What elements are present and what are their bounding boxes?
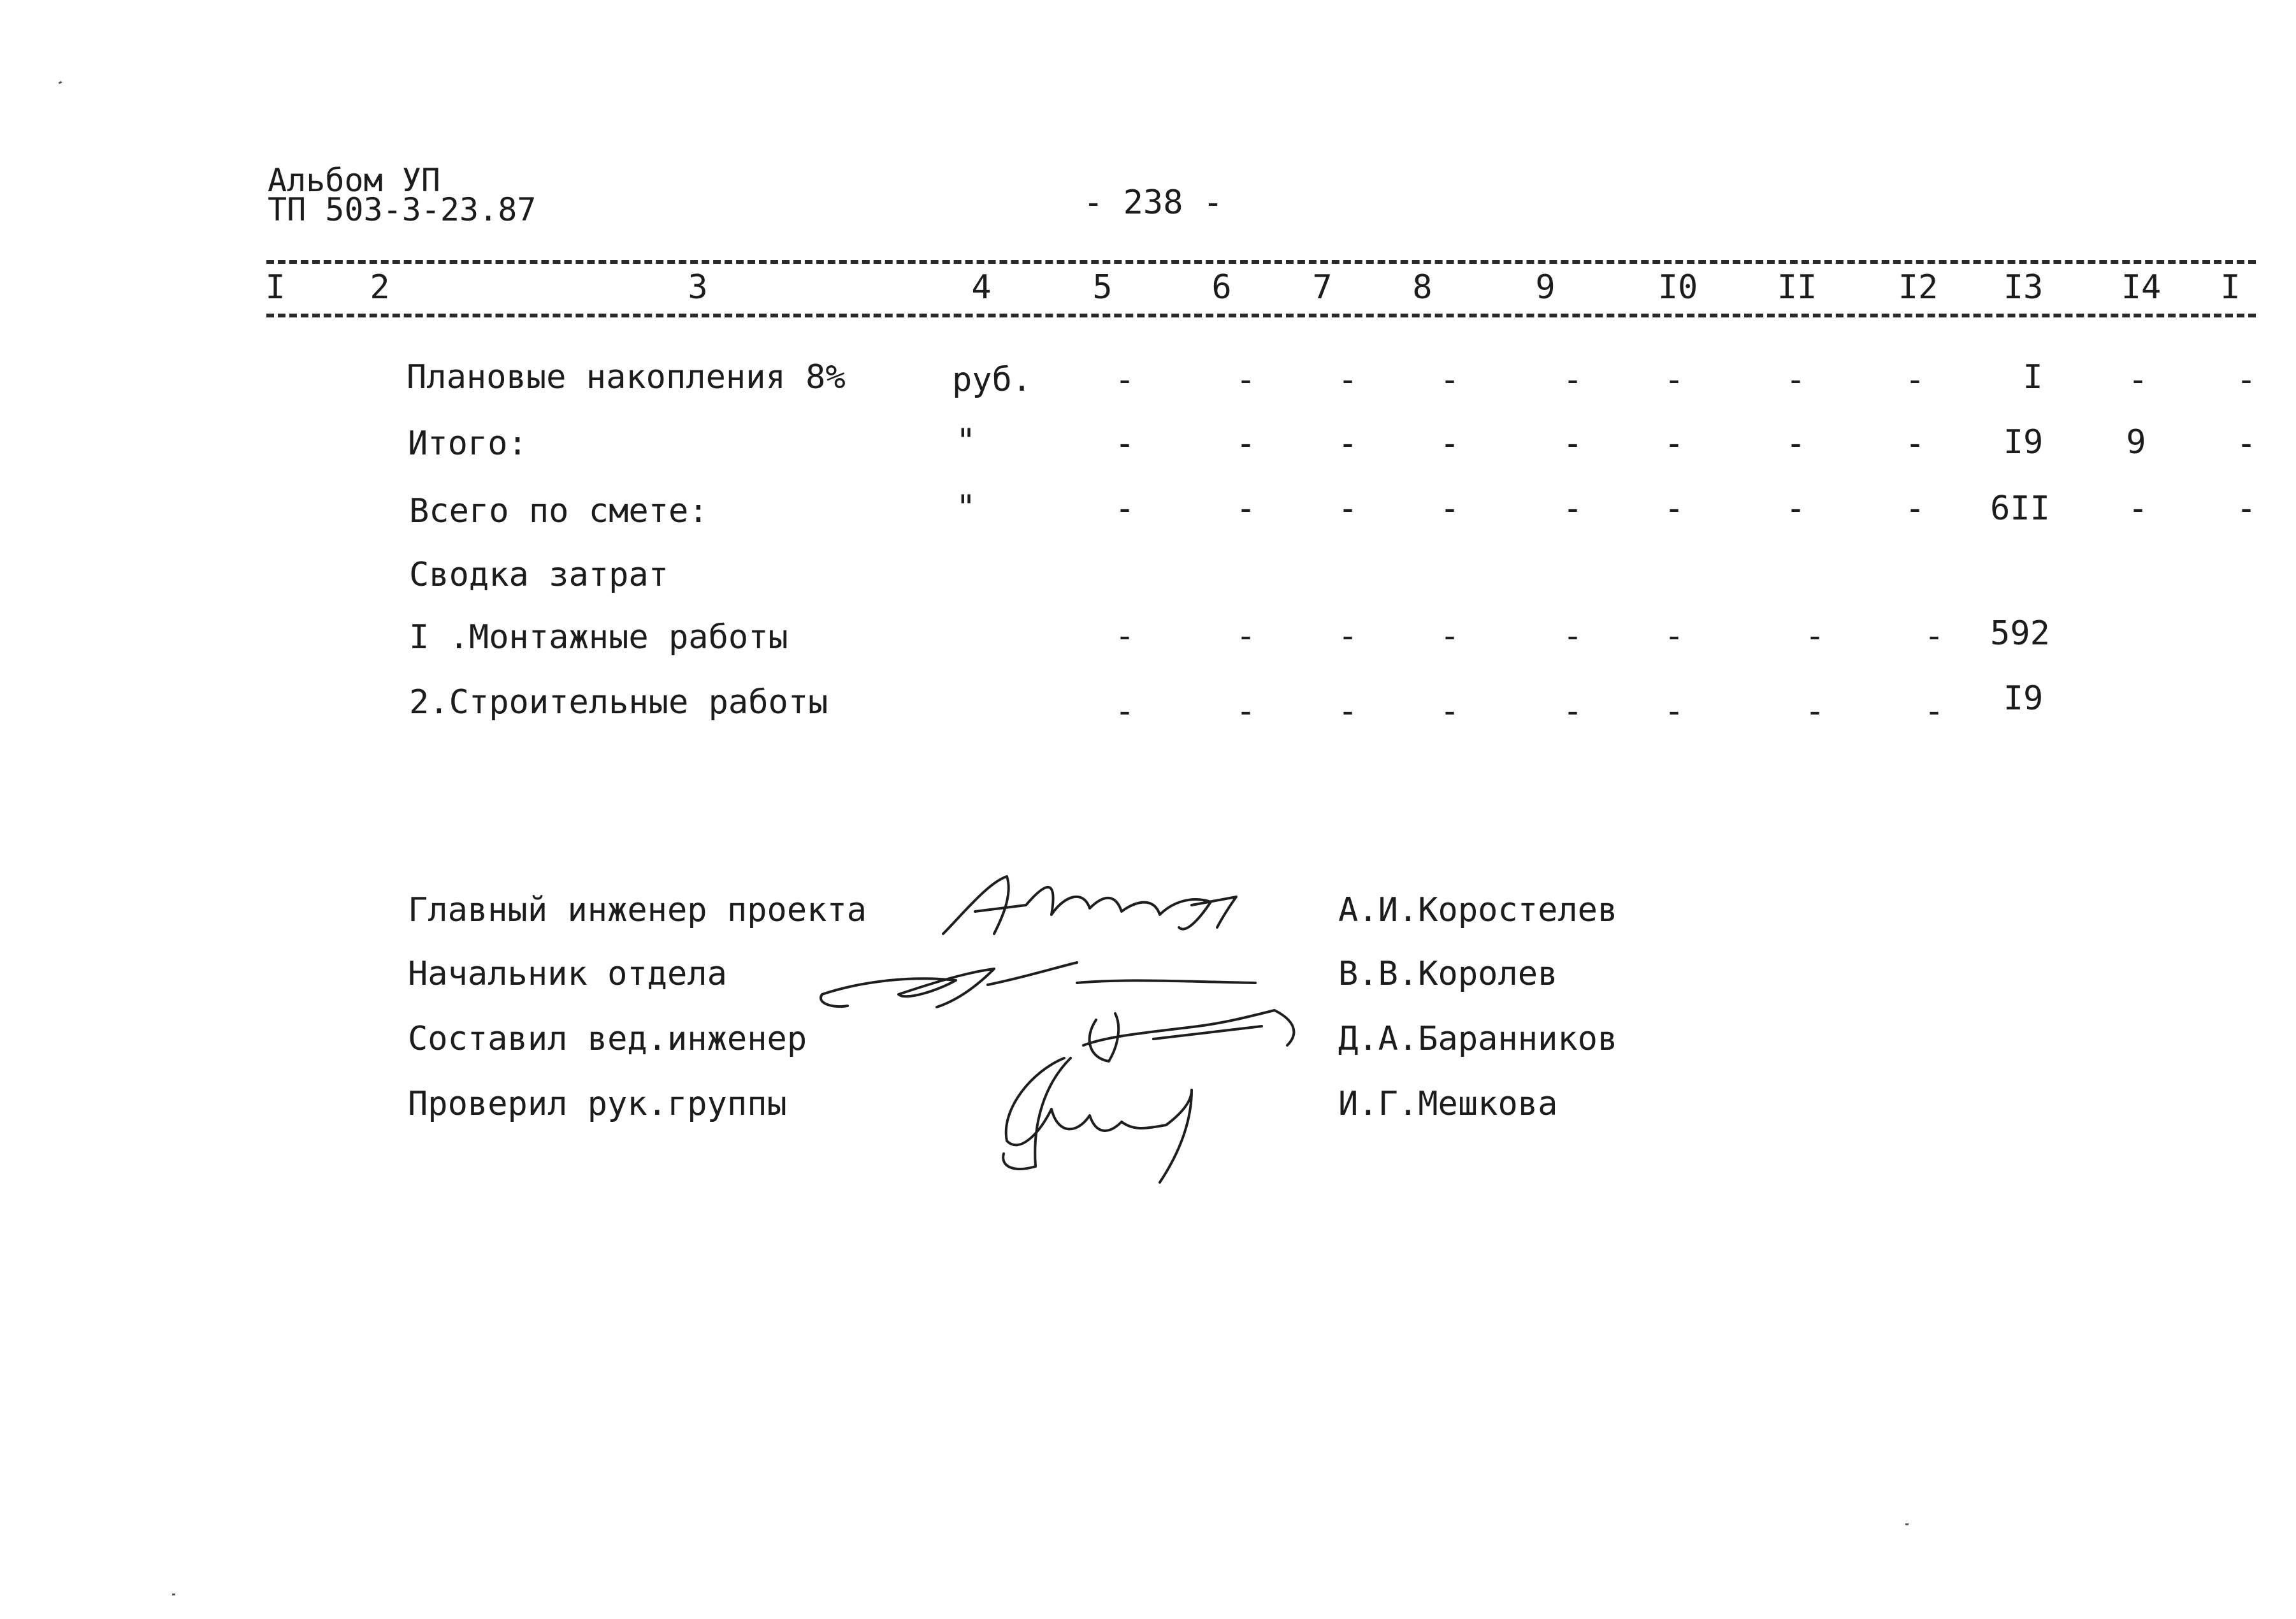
column-header: I0 (1657, 268, 1698, 307)
signature-role: Составил вед.инженер (408, 1020, 807, 1058)
handwritten-signature-4 (975, 1045, 1243, 1186)
table-cell: - (1440, 425, 1460, 463)
column-header: 2 (370, 268, 390, 307)
column-header: 8 (1412, 268, 1433, 307)
table-cell: - (2236, 361, 2256, 399)
signature-name: А.И.Коростелев (1338, 891, 1618, 929)
row-unit: " (956, 488, 976, 526)
table-cell: - (1440, 617, 1460, 655)
column-header: I (2220, 268, 2241, 307)
table-cell: - (1440, 361, 1460, 399)
table-cell: - (1338, 490, 1358, 528)
row-label: 2.Строительные работы (409, 683, 828, 722)
scan-speck (59, 81, 62, 84)
signature-role: Главный инженер проекта (408, 891, 867, 929)
column-header: 5 (1092, 268, 1113, 307)
table-cell: - (1338, 692, 1358, 730)
column-header: 9 (1535, 268, 1556, 307)
table-cell: - (1563, 617, 1583, 655)
table-cell: - (1236, 490, 1256, 528)
row-label: Плановые накопления 8% (407, 358, 846, 396)
table-cell: - (1786, 361, 1806, 399)
table-cell: - (1664, 361, 1684, 399)
scan-speck (1905, 1523, 1909, 1525)
table-cell: - (2128, 361, 2148, 399)
signature-role: Проверил рук.группы (408, 1085, 787, 1123)
table-cell: 9 (2126, 423, 2146, 461)
table-cell: - (1115, 617, 1135, 655)
table-cell: - (1563, 361, 1583, 399)
table-cell: - (1236, 425, 1256, 463)
table-cell: - (1338, 425, 1358, 463)
table-cell: - (1924, 692, 1944, 730)
column-header: I2 (1898, 268, 1939, 307)
table-cell: - (1664, 425, 1684, 463)
table-cell: - (2236, 425, 2256, 463)
table-cell: - (1924, 617, 1944, 655)
table-cell: - (1115, 490, 1135, 528)
table-cell: - (1905, 361, 1925, 399)
signature-name: И.Г.Мешкова (1338, 1085, 1558, 1123)
table-cell: - (1563, 490, 1583, 528)
table-cell: - (1338, 617, 1358, 655)
row-label: I .Монтажные работы (409, 618, 788, 657)
table-cell: - (1236, 361, 1256, 399)
table-cell: - (1786, 425, 1806, 463)
table-cell: - (1440, 692, 1460, 730)
column-header: 3 (688, 268, 708, 307)
album-label: Альбом УП (268, 162, 440, 199)
handwritten-signature-1 (937, 857, 1268, 959)
signature-name: Д.А.Баранников (1338, 1020, 1618, 1058)
row-unit: " (956, 422, 976, 460)
column-header: II (1777, 268, 1817, 307)
table-cell: I9 (2003, 679, 2044, 718)
table-cell: - (1905, 425, 1925, 463)
row-label: Итого: (408, 425, 528, 463)
column-header: 7 (1312, 268, 1332, 307)
table-cell: - (1115, 361, 1135, 399)
column-header: I3 (2003, 268, 2044, 307)
table-cell: - (1786, 490, 1806, 528)
column-header: I (265, 268, 285, 307)
scan-speck (172, 1594, 175, 1595)
column-header: 4 (971, 268, 992, 307)
table-cell: - (1905, 490, 1925, 528)
section-title: Сводка затрат (409, 556, 668, 594)
column-header: I4 (2121, 268, 2162, 307)
column-header: 6 (1211, 268, 1232, 307)
document-code: ТП 503-3-23.87 (268, 191, 537, 228)
table-cell: - (1115, 692, 1135, 730)
row-unit: руб. (952, 361, 1032, 399)
table-cell: - (1664, 617, 1684, 655)
table-cell: - (1563, 692, 1583, 730)
signature-name: В.В.Королев (1338, 955, 1558, 993)
table-cell: 6II (1990, 490, 2050, 528)
page-number: - 238 - (1083, 184, 1224, 222)
row-label: Всего по смете: (409, 492, 709, 530)
table-cell: - (1440, 490, 1460, 528)
table-cell: - (1338, 361, 1358, 399)
table-cell: - (1805, 617, 1825, 655)
header-rule-top (266, 260, 2256, 264)
table-cell: - (1236, 617, 1256, 655)
table-cell: - (2236, 490, 2256, 528)
table-cell: - (1664, 490, 1684, 528)
table-cell: - (1664, 692, 1684, 730)
table-cell: - (1115, 425, 1135, 463)
header-rule-bottom (266, 314, 2256, 317)
table-cell: - (2128, 490, 2148, 528)
table-cell: - (1563, 425, 1583, 463)
table-cell: I9 (2003, 423, 2044, 461)
table-cell: - (1236, 692, 1256, 730)
table-cell: I (2023, 358, 2043, 396)
signature-role: Начальник отдела (408, 955, 727, 993)
table-cell: - (1805, 692, 1825, 730)
table-cell: 592 (1990, 614, 2050, 653)
